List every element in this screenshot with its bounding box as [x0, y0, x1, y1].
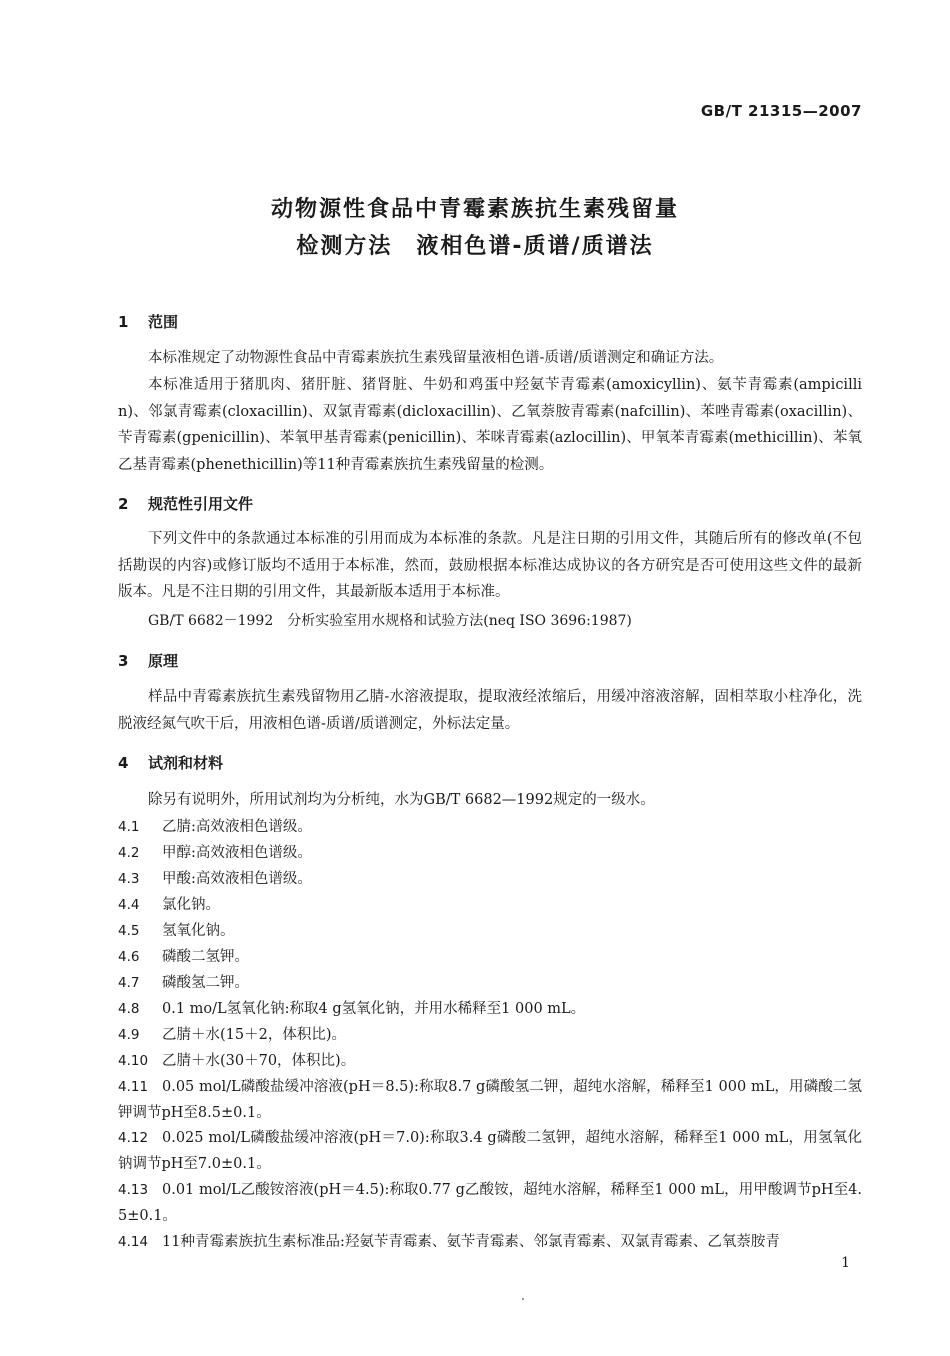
item-text: 乙腈＋水(30＋70，体积比)。	[162, 1053, 356, 1069]
item-text: 0.05 mol/L磷酸盐缓冲溶液(pH＝8.5):称取8.7 g磷酸氢二钾，超纯水溶解，稀释至1 000 mL，用磷酸二氢钾调节pH至8.5±0.1。	[118, 1079, 862, 1121]
item-number: 4.5	[118, 923, 140, 939]
item-number: 4.10	[118, 1053, 149, 1069]
principle-paragraph: 样品中青霉素族抗生素残留物用乙腈-水溶液提取，提取液经浓缩后，用缓冲溶液溶解，固相萃取小柱净化，洗脱液经氮气吹干后，用液相色谱-质谱/质谱测定，外标法定量。	[118, 689, 862, 732]
list-item	[118, 840, 862, 866]
scope-paragraph-2: 本标准适用于猪肌肉、猪肝脏、猪肾脏、牛奶和鸡蛋中羟氨苄青霉素(amoxicyllin)、氨苄青霉素(ampicillin)、邻氯青霉素(cloxacillin)、双氯青霉素(dicloxacillin)、乙氧萘胺青霉素(nafcillin)、苯唑青霉素(oxacillin)、苄青霉素(gpenicillin)、苯氧甲基青霉素(penicillin)、苯咪青霉素(azlocillin)、甲氧苯青霉素(methicillin)、苯氧乙基青霉素(phenethicillin)等11种青霉素族抗生素残留量的检测。	[118, 377, 862, 473]
document-title-line1: 动物源性食品中青霉素族抗生素残留量	[270, 197, 679, 222]
list-item	[118, 892, 862, 918]
item-number: 4.14	[118, 1234, 149, 1250]
item-text: 0.01 mol/L乙酸铵溶液(pH＝4.5):称取0.77 g乙酸铵，超纯水溶解，稀释至1 000 mL，用甲酸调节pH至4.5±0.1。	[118, 1182, 862, 1224]
item-text: 磷酸氢二钾。	[162, 975, 249, 991]
item-number: 4.12	[118, 1130, 149, 1146]
list-item	[118, 1048, 862, 1074]
list-item	[118, 944, 862, 970]
section-heading-scope	[118, 311, 178, 332]
section-heading-principle	[118, 650, 178, 671]
item-number: 4.3	[118, 871, 140, 887]
item-number: 4.13	[118, 1182, 149, 1198]
item-text: 氯化钠。	[162, 897, 220, 913]
list-item	[118, 1125, 862, 1177]
item-number: 4.6	[118, 949, 140, 965]
list-item	[118, 814, 862, 840]
item-number: 4.2	[118, 845, 140, 861]
item-number: 4.11	[118, 1079, 149, 1095]
section-number: 1	[118, 313, 129, 331]
section-number: 3	[118, 652, 129, 670]
item-text: 0.1 mo/L氢氧化钠:称取4 g氢氧化钠，并用水稀释至1 000 mL。	[162, 1001, 586, 1017]
reagents-intro: 除另有说明外，所用试剂均为分析纯，水为GB/T 6682—1992规定的一级水。	[148, 792, 655, 808]
item-number: 4.8	[118, 1001, 140, 1017]
normative-reference: GB/T 6682－1992 分析实验室用水规格和试验方法(neq ISO 3696:1987)	[148, 613, 632, 629]
item-text: 甲醇:高效液相色谱级。	[162, 845, 312, 861]
section-heading-normative	[118, 493, 253, 514]
item-text: 乙腈＋水(15＋2，体积比)。	[162, 1027, 346, 1043]
document-title-line2: 检测方法 液相色谱-质谱/质谱法	[296, 234, 654, 259]
item-text: 11种青霉素族抗生素标准品:羟氨苄青霉素、氨苄青霉素、邻氯青霉素、双氯青霉素、乙氧萘胺青	[162, 1234, 780, 1250]
list-item	[118, 970, 862, 996]
item-number: 4.7	[118, 975, 140, 991]
item-number: 4.9	[118, 1027, 140, 1043]
section-title: 范围	[148, 313, 179, 331]
section-title: 原理	[148, 652, 179, 670]
list-item	[118, 996, 862, 1022]
section-heading-reagents	[118, 752, 223, 773]
scope-paragraph-1: 本标准规定了动物源性食品中青霉素族抗生素残留量液相色谱-质谱/质谱测定和确证方法。	[148, 350, 724, 366]
section-title: 规范性引用文件	[148, 495, 254, 513]
section-title: 试剂和材料	[148, 754, 224, 772]
list-item	[118, 918, 862, 944]
standard-code: GB/T 21315—2007	[700, 102, 862, 120]
item-text: 氢氧化钠。	[162, 923, 235, 939]
item-text: 磷酸二氢钾。	[162, 949, 249, 965]
section-number: 2	[118, 495, 129, 513]
list-item	[118, 1229, 862, 1255]
section-number: 4	[118, 754, 129, 772]
item-number: 4.1	[118, 819, 140, 835]
item-number: 4.4	[118, 897, 140, 913]
item-text: 乙腈:高效液相色谱级。	[162, 819, 312, 835]
list-item	[118, 866, 862, 892]
page-number: 1	[841, 1255, 850, 1271]
item-text: 甲酸:高效液相色谱级。	[162, 871, 312, 887]
item-text: 0.025 mol/L磷酸盐缓冲溶液(pH＝7.0):称取3.4 g磷酸二氢钾，超纯水溶解，稀释至1 000 mL，用氢氧化钠调节pH至7.0±0.1。	[118, 1130, 862, 1172]
list-item	[118, 1177, 862, 1229]
list-item	[118, 1074, 862, 1126]
scan-dot	[522, 1298, 524, 1300]
normative-paragraph: 下列文件中的条款通过本标准的引用而成为本标准的条款。凡是注日期的引用文件，其随后所有的修改单(不包括勘误的内容)或修订版均不适用于本标准，然而，鼓励根据本标准达成协议的各方研究是否可使用这些文件的最新版本。凡是不注日期的引用文件，其最新版本适用于本标准。	[118, 531, 862, 600]
list-item	[118, 1022, 862, 1048]
